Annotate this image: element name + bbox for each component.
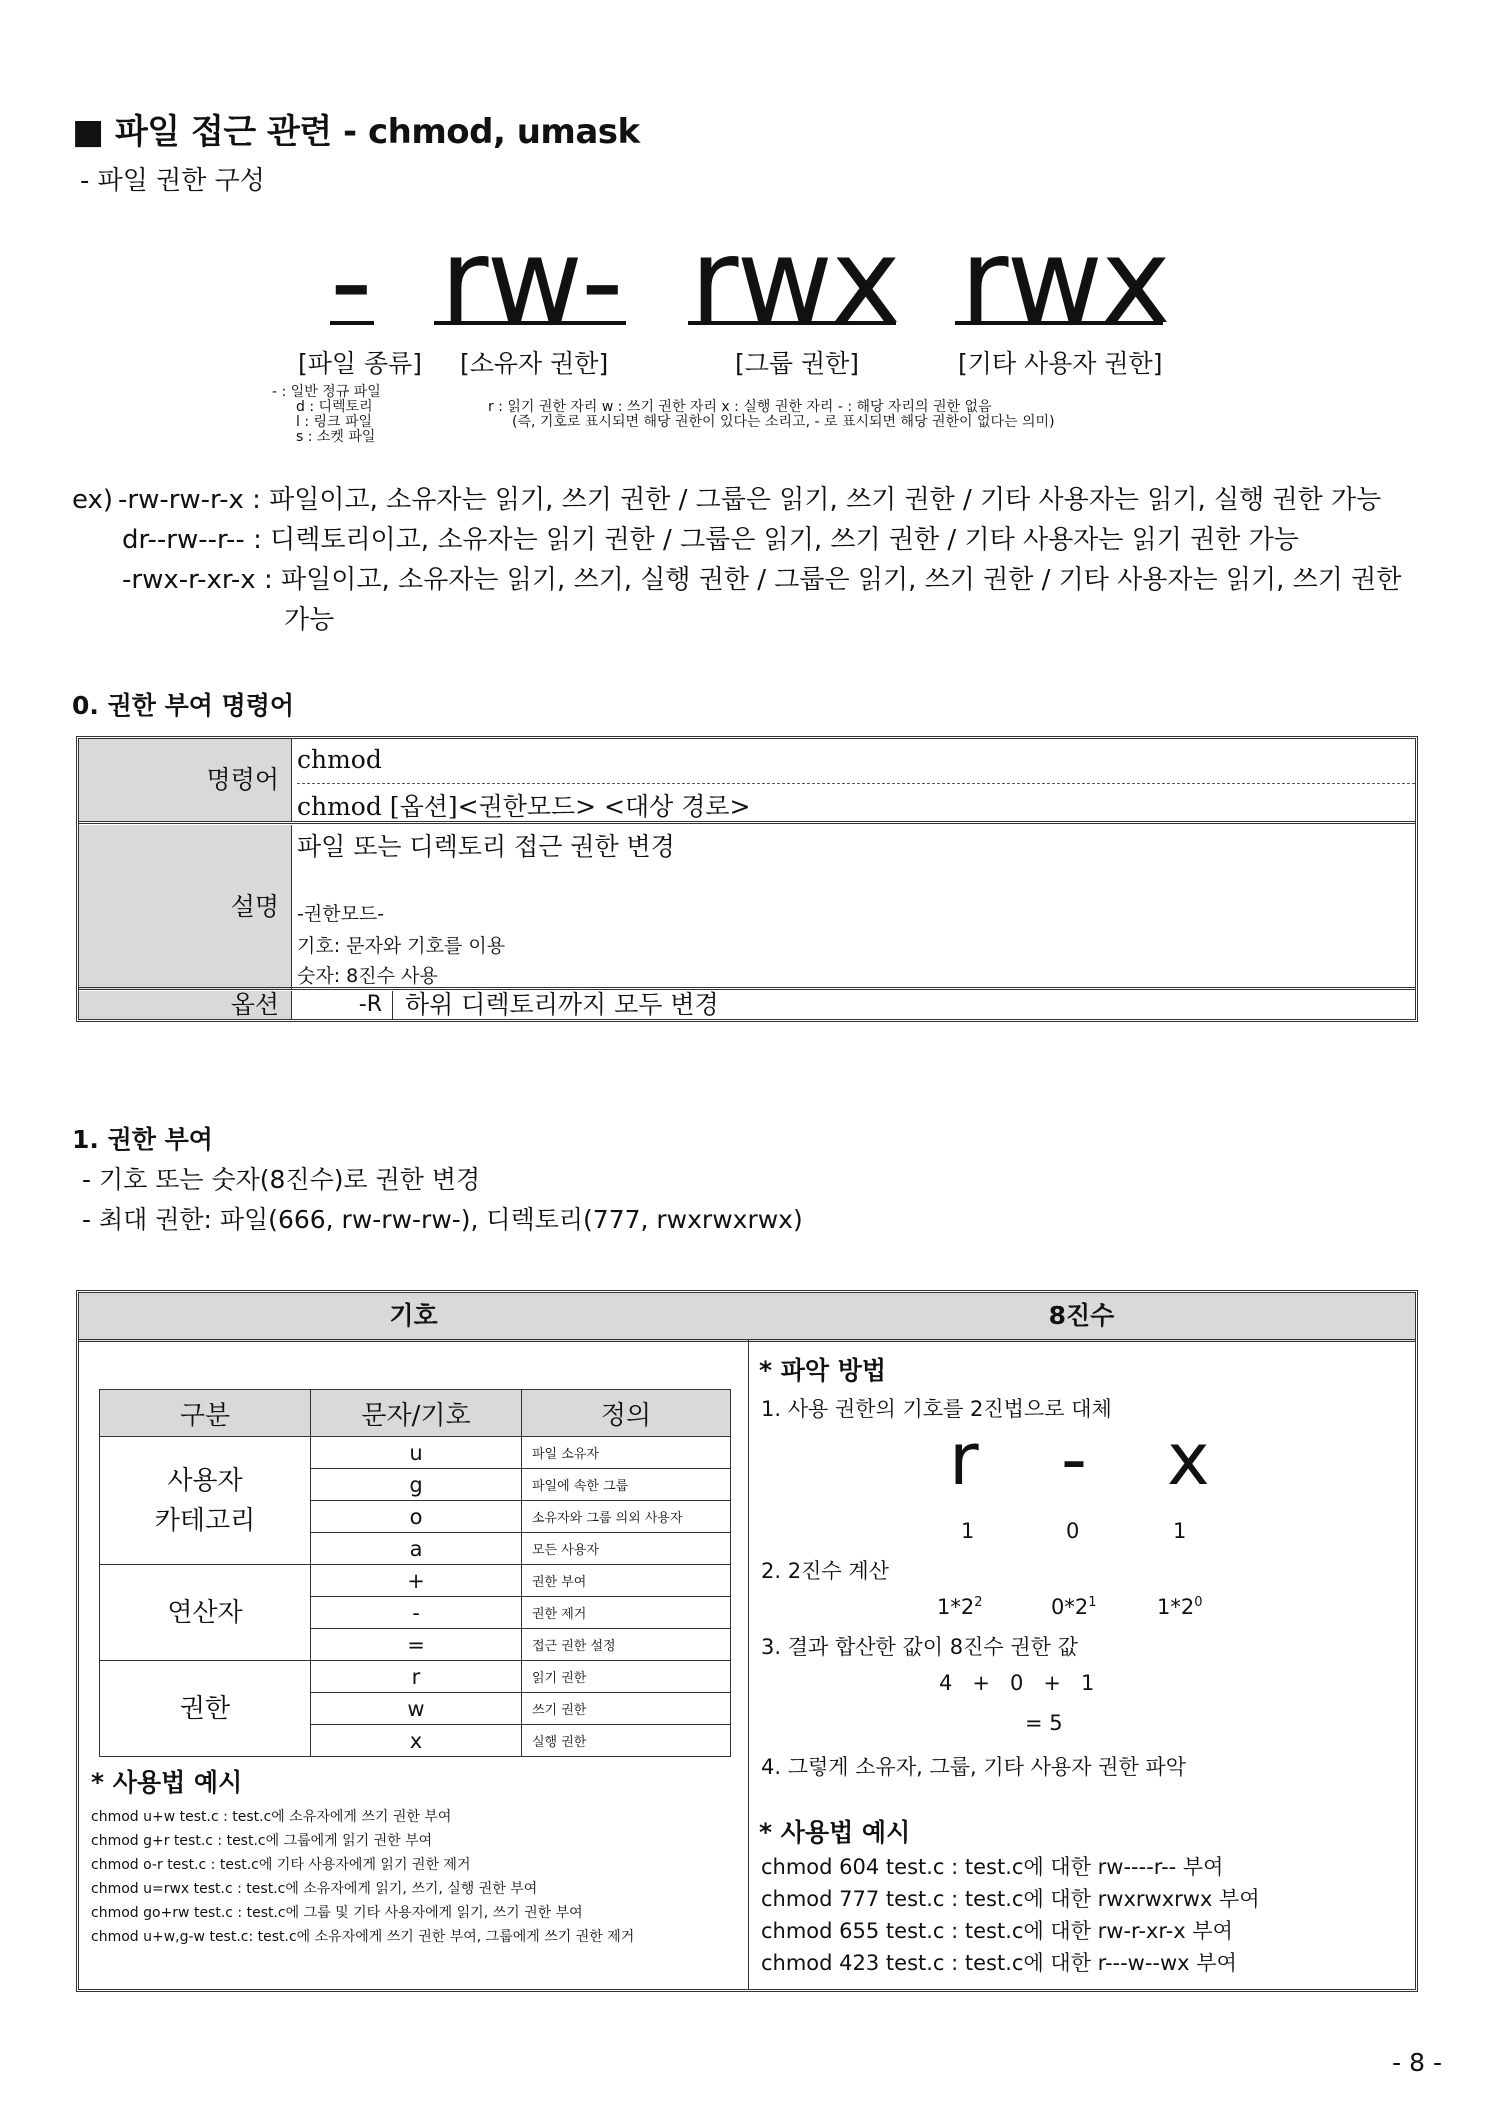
header-symbol: 기호 [79,1293,749,1342]
example-line: dr--rw--r-- : 디렉토리이고, 소유자는 읽기 권한 / 그룹은 읽기, 쓰기 권한 / 기타 사용자는 읽기 권한 가능 [122,525,1299,555]
subtitle: - 파일 권한 구성 [80,166,265,196]
description-number: 숫자: 8진수 사용 [297,965,438,987]
examples-prefix: ex) [72,485,114,515]
row-divider [79,987,1415,990]
octal-power [1157,1595,1203,1619]
power-base: 1*2 [937,1595,975,1619]
power-base: 0*2 [1051,1595,1089,1619]
usage-example: chmod o-r test.c : test.c에 기타 사용자에게 읽기 권한 제거 [91,1857,471,1873]
octal-title: * 파악 방법 [759,1356,887,1385]
usage-example: chmod 604 test.c : test.c에 대한 rw----r-- 부여 [761,1855,1224,1879]
usage-list-right [761,1851,1260,1979]
group-name: 카테고리 [154,1505,256,1536]
example-line: -rw-rw-r-x : 파일이고, 소유자는 읽기, 쓰기 권한 / 그룹은 읽기, 쓰기 권한 / 기타 사용자는 읽기, 실행 권한 가능 [118,485,1382,515]
type-note: l : 링크 파일 [296,414,373,430]
definition-cell: 권한 부여 [522,1565,731,1597]
symbol-cell: - [311,1597,522,1629]
symbol-cell: u [311,1437,522,1469]
col-header: 구분 [100,1390,311,1437]
perm-owner: rw- [440,212,622,350]
usage-example: chmod u=rwx test.c : test.c에 소유자에게 읽기, 쓰기, 실행 권한 부여 [91,1881,538,1897]
label-command: 명령어 [79,739,292,821]
symbol-cell: a [311,1533,522,1565]
header-octal: 8진수 [748,1293,1415,1342]
usage-example: chmod 777 test.c : test.c에 대한 rwxrwxrwx 부여 [761,1887,1260,1911]
group-operator: 연산자 [100,1565,311,1661]
col-header: 정의 [522,1390,731,1437]
command-syntax: chmod [옵션]<권한모드> <대상 경로> [297,792,751,821]
option-description: 하위 디렉토리까지 모두 변경 [405,990,719,1019]
symbol-cell: r [311,1661,522,1693]
group-user-category [100,1437,311,1565]
label-description: 설명 [79,825,292,989]
definition-cell: 권한 제거 [522,1597,731,1629]
perm-other: rwx [960,212,1169,350]
label-group: [그룹 권한] [735,349,860,378]
label-owner: [소유자 권한] [460,349,609,378]
usage-example: chmod u+w test.c : test.c에 소유자에게 쓰기 권한 부여 [91,1809,452,1825]
perm-group-underline [688,321,896,325]
usage-list-left [91,1805,634,1949]
power-base: 1*2 [1157,1595,1195,1619]
perm-note: (즉, 기호로 표시되면 해당 권한이 있다는 소리고, - 로 표시되면 해당 권한이 없다는 의미) [512,414,1055,430]
label-file-type: [파일 종류] [298,349,423,378]
definition-cell: 모든 사용자 [522,1533,731,1565]
perm-other-underline [955,321,1163,325]
power-exp: 2 [974,1595,983,1610]
octal-step3: 3. 결과 합산한 값이 8진수 권한 값 [761,1635,1078,1659]
dashed-divider [297,783,1415,784]
command-name: chmod [297,745,382,774]
octal-power [1051,1595,1097,1619]
section0-heading: 0. 권한 부여 명령어 [72,691,295,720]
octal-sum: 4 + 0 + 1 [939,1671,1095,1695]
symbol-cell: = [311,1629,522,1661]
octal-step2: 2. 2진수 계산 [761,1559,889,1583]
usage-title-right: * 사용법 예시 [759,1818,911,1847]
group-name: 사용자 [167,1465,243,1496]
octal-step1: 1. 사용 권한의 기호를 2진법으로 대체 [761,1397,1112,1421]
octal-sym-r: r [949,1417,979,1501]
description-symbol: 기호: 문자와 기호를 이용 [297,935,506,957]
type-note: s : 소켓 파일 [296,429,376,445]
octal-bin: 1 [961,1519,975,1543]
definition-cell: 실행 권한 [522,1725,731,1757]
perm-group: rwx [690,212,899,350]
perm-owner-underline [434,321,626,325]
definition-cell: 접근 권한 설정 [522,1629,731,1661]
perm-type: - [330,212,371,350]
page-title: ■ 파일 접근 관련 - chmod, umask [72,112,640,152]
usage-example: chmod 655 test.c : test.c에 대한 rw-r-xr-x 부여 [761,1919,1233,1943]
power-exp: 0 [1194,1595,1203,1610]
section1-line: - 최대 권한: 파일(666, rw-rw-rw-), 디렉토리(777, rwxrwxrwx) [82,1205,803,1234]
group-permission: 권한 [100,1661,311,1757]
octal-result: = 5 [1025,1711,1063,1735]
usage-example: chmod 423 test.c : test.c에 대한 r---w--wx 부여 [761,1951,1237,1975]
symbol-cell: g [311,1469,522,1501]
label-option: 옵션 [79,991,292,1019]
octal-power [937,1595,983,1619]
usage-example: chmod g+r test.c : test.c에 그룹에게 읽기 권한 부여 [91,1833,433,1849]
definition-cell: 소유자와 그룹 의외 사용자 [522,1501,731,1533]
example-continuation: 가능 [284,605,335,635]
example-line: -rwx-r-xr-x : 파일이고, 소유자는 읽기, 쓰기, 실행 권한 / 그룹은 읽기, 쓰기 권한 / 기타 사용자는 읽기, 쓰기 권한 [122,565,1402,595]
section1-line: - 기호 또는 숫자(8진수)로 권한 변경 [82,1165,481,1194]
symbol-cell: w [311,1693,522,1725]
option-flag: -R [297,991,393,1019]
row-divider [79,821,1415,824]
perm-note: r : 읽기 권한 자리 w : 쓰기 권한 자리 x : 실행 권한 자리 - : 해당 자리의 권한 없음 [488,399,992,415]
label-other: [기타 사용자 권한] [958,349,1163,378]
definition-cell: 읽기 권한 [522,1661,731,1693]
command-table [76,736,1418,1022]
chmod-table [76,1290,1418,1992]
symbol-cell: + [311,1565,522,1597]
definition-cell: 쓰기 권한 [522,1693,731,1725]
usage-title-left: * 사용법 예시 [91,1768,243,1797]
usage-example: chmod go+rw test.c : test.c에 그룹 및 기타 사용자에게 읽기, 쓰기 권한 부여 [91,1905,583,1921]
description-main: 파일 또는 디렉토리 접근 권한 변경 [297,832,675,861]
octal-sym-dash: - [1061,1417,1087,1501]
section1-heading: 1. 권한 부여 [72,1125,213,1154]
power-exp: 1 [1088,1595,1097,1610]
symbol-table [99,1389,731,1757]
column-divider [748,1339,749,1989]
page-number: - 8 - [1392,2048,1442,2077]
octal-bin: 1 [1173,1519,1187,1543]
symbol-cell: o [311,1501,522,1533]
octal-bin: 0 [1066,1519,1080,1543]
col-header: 문자/기호 [311,1390,522,1437]
description-mode: -권한모드- [297,903,385,925]
perm-type-underline [330,321,374,325]
usage-example: chmod u+w,g-w test.c: test.c에 소유자에게 쓰기 권한 부여, 그룹에게 쓰기 권한 제거 [91,1929,635,1945]
type-note: - : 일반 정규 파일 [272,384,381,400]
definition-cell: 파일에 속한 그룹 [522,1469,731,1501]
octal-step4: 4. 그렇게 소유자, 그룹, 기타 사용자 권한 파악 [761,1755,1186,1779]
type-note: d : 디렉토리 [296,399,373,415]
definition-cell: 파일 소유자 [522,1437,731,1469]
symbol-cell: x [311,1725,522,1757]
octal-sym-x: x [1167,1417,1210,1501]
